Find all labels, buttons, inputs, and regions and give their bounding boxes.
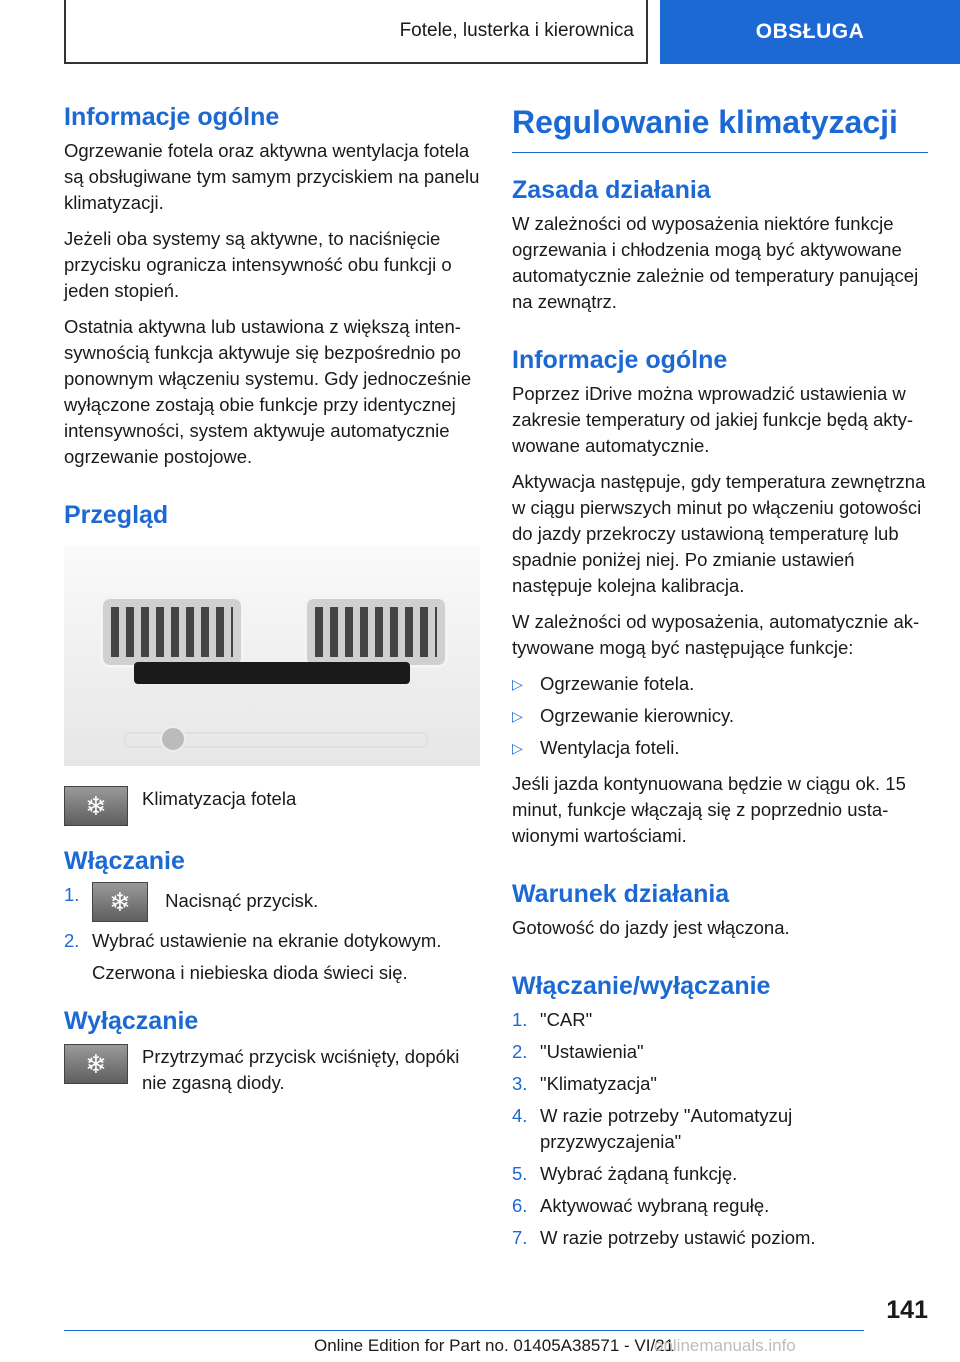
condition-heading: Warunek działania <box>512 880 730 908</box>
seat-climate-icon: ❄ <box>92 882 148 922</box>
seat-climate-icon: ❄ <box>64 1044 128 1084</box>
list-item: ▷ Wentylacja foteli. <box>512 735 928 761</box>
principle-heading: Zasada działania <box>512 176 711 204</box>
condition-paragraph: Gotowość do jazdy jest włączona. <box>512 917 790 938</box>
right-info-paragraph-4: Jeśli jazda kontynuowana będzie w ciągu ok. 15 minut, funkcje włączają się z poprzednio ustawionymi wartościami. <box>512 773 906 846</box>
left-info-paragraph-1: Ogrzewanie fotela oraz aktywna wentylacja fotela są obsługiwane tym samym przyciskiem na panelu klimatyzacji. <box>64 140 480 213</box>
onoff-steps <box>512 1007 928 1251</box>
list-item <box>64 882 480 922</box>
right-info-paragraph-3: W zależności od wyposażenia, automatycznie aktywowane mogą być następujące funkcje: <box>512 611 920 658</box>
list-item: 5. Wybrać żądaną funkcję. <box>512 1163 738 1184</box>
list-item: 6. Aktywować wybraną regułę. <box>512 1195 770 1216</box>
right-info-heading: Informacje ogólne <box>512 346 728 374</box>
control-button-panel <box>134 662 410 684</box>
left-column <box>64 100 480 1096</box>
triangle-bullet-icon: ▷ <box>512 676 523 692</box>
overview-heading: Przegląd <box>64 501 169 529</box>
step-text: Wybrać ustawienie na ekranie dotykowym. <box>92 930 442 951</box>
left-air-vent <box>100 596 244 668</box>
page-number: 141 <box>886 1296 928 1324</box>
step-number: 2. <box>64 930 80 951</box>
switch-off-heading: Wyłączanie <box>64 1007 199 1035</box>
step-number: 1. <box>64 884 80 905</box>
chapter-tab-label: OBSŁUGA <box>755 20 865 43</box>
triangle-bullet-icon: ▷ <box>512 708 523 724</box>
main-heading: Regulowanie klimatyzacji <box>512 100 928 153</box>
switch-on-note: Czerwona i niebieska dioda świeci się. <box>92 962 408 983</box>
right-info-paragraph-2: Aktywacja następuje, gdy temperatura zewnętrzna w ciągu pierwszych minut po włączeniu gotowości do jazdy przekroczy ustawioną temperaturę lub spadnie poniżej niej. Po zmianie ustawień następuje kolejna kalibracja. <box>512 471 926 596</box>
chapter-tab <box>660 0 960 64</box>
list-item: 4. W razie potrzeby "Automatyzuj przyzwyczajenia" <box>512 1105 793 1152</box>
principle-paragraph: W zależności od wyposażenia niektóre funkcje ogrzewania i chłodzenia mogą być aktywowane automatycznie zależnie od temperatury panującej na zewnątrz. <box>512 213 919 312</box>
list-item: 3. "Klimatyzacja" <box>512 1073 657 1094</box>
seat-climate-caption: Klimatyzacja fotela <box>142 788 297 809</box>
watermark: onlinemanuals.info <box>654 1336 796 1355</box>
list-item: 1. "CAR" <box>512 1009 593 1030</box>
right-column <box>512 100 928 1257</box>
footer-rule <box>64 1330 864 1331</box>
seat-climate-icon: ❄ <box>64 786 128 826</box>
onoff-heading: Włączanie/wyłączanie <box>512 972 771 1000</box>
triangle-bullet-icon: ▷ <box>512 740 523 756</box>
left-info-paragraph-3: Ostatnia aktywna lub ustawiona z większą intensywnością funkcja aktywuje się bezpośrednio po ponownym włączeniu systemu. Gdy jednocześnie wyłączone zostają obie funkcje przy identycznej intensywności, system aktywuje automatycznie ogrzewanie postojowe. <box>64 316 472 467</box>
section-title: Fotele, lusterka i kierownica <box>399 20 634 41</box>
left-info-paragraph-2: Jeżeli oba systemy są aktywne, to naciśnięcie przycisku ogranicza intensywność obu funkcji o jeden stopień. <box>64 228 452 301</box>
auto-functions-list <box>512 671 928 761</box>
running-header <box>64 0 648 64</box>
switch-on-steps <box>64 882 480 954</box>
seat-climate-caption-row <box>64 786 480 826</box>
step-text: Nacisnąć przycisk. <box>165 889 319 911</box>
list-item <box>64 928 480 954</box>
switch-on-heading: Włączanie <box>64 847 185 875</box>
edition-text: Online Edition for Part no. 01405A38571 - VI/21 <box>314 1336 675 1355</box>
right-air-vent <box>304 596 448 668</box>
volume-knob <box>160 726 186 752</box>
right-info-paragraph-1: Poprzez iDrive można wprowadzić ustawienia w zakresie temperatury od jakiej funkcje będą aktywowane automatycznie. <box>512 383 914 456</box>
list-item: 2. "Ustawienia" <box>512 1041 644 1062</box>
list-item: ▷ Ogrzewanie fotela. <box>512 671 928 697</box>
list-item: 7. W razie potrzeby ustawić poziom. <box>512 1227 816 1248</box>
list-item: ▷ Ogrzewanie kierownicy. <box>512 703 928 729</box>
left-info-heading: Informacje ogólne <box>64 103 280 131</box>
switch-off-row <box>64 1044 480 1096</box>
climate-panel-photo <box>64 546 480 766</box>
switch-off-text: Przytrzymać przycisk wciśnięty, dopóki nie zgasną diody. <box>142 1046 460 1093</box>
